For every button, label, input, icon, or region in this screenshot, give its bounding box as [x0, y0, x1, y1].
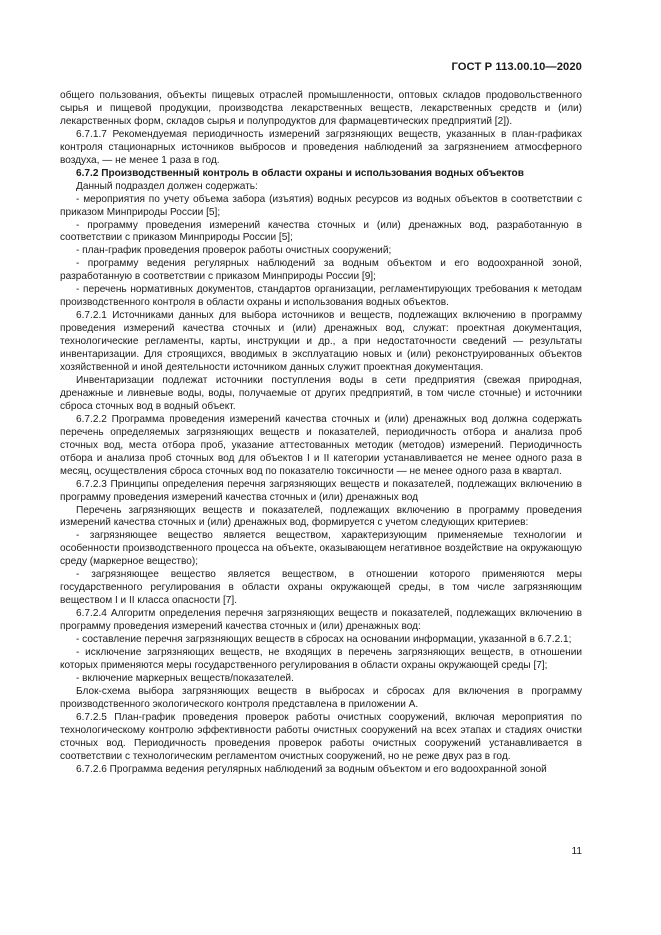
- section-heading: 6.7.2 Производственный контроль в области охраны и использования водных объектов: [76, 167, 524, 179]
- document-id-header: ГОСТ Р 113.00.10—2020: [451, 61, 582, 73]
- paragraph: Перечень загрязняющих веществ и показателей, подлежащих включению в программу проведения измерений качества сточных и (или) дренажных вод, формируется с учетом следующих критериев:: [60, 504, 582, 529]
- list-item: - составление перечня загрязняющих веществ в сбросах на основании информации, указанной в 6.7.2.1;: [76, 634, 572, 646]
- list-item: - перечень нормативных документов, стандартов организации, регламентирующих требования к методам производственного контроля в области охраны и использования водных объектов.: [60, 284, 582, 309]
- paragraph: 6.7.2.2 Программа проведения измерений качества сточных и (или) дренажных вод должна содержать перечень определяемых загрязняющих веществ и показателей, периодичность отбора и анализа проб сточных вод, места отбора проб, указание аттестованных методик (методов) измерений. Периодичность отбора и анализа проб сточных вод для объектов I и II категории устанавливается не менее одного раза в месяц, осуществления сброса сточных вод по показателю токсичности — не менее одного раза в квартал.: [60, 413, 582, 477]
- list-item: - программу ведения регулярных наблюдений за водным объектом и его водоохранной зоной, разработанную в соответствии с приказом Минприроды России [9];: [60, 258, 582, 283]
- paragraph: 6.7.2.3 Принципы определения перечня загрязняющих веществ и показателей, подлежащих включению в программу проведения измерений качества сточных и (или) дренажных вод: [60, 478, 582, 503]
- paragraph: 6.7.2.4 Алгоритм определения перечня загрязняющих веществ и показателей, подлежащих включению в программу проведения измерений качества сточных и (или) дренажных вод:: [60, 608, 582, 633]
- list-item: - план-график проведения проверок работы очистных сооружений;: [76, 245, 392, 257]
- page-number: 11: [571, 846, 582, 857]
- paragraph: общего пользования, объекты пищевых отраслей промышленности, оптовых складов продовольственного сырья и пищевой продукции, производства лекарственных веществ, лекарственных средств и (или) лекарственных форм, складов сырья и полупродуктов для фармацевтических предприятий [2]).: [60, 90, 582, 127]
- paragraph: 6.7.2.6 Программа ведения регулярных наблюдений за водным объектом и его водоохранной зоной: [76, 763, 547, 775]
- paragraph: 6.7.2.5 План-график проведения проверок работы очистных сооружений, включая мероприятия по технологическому контролю эффективности работы очистных сооружений на всех этапах и стадиях очистки сточных вод. Периодичность проведения проверок работы очистных сооружений устанавливается в соответствии с технологическим регламентом очистных сооружений, но не реже двух раз в год.: [60, 711, 582, 762]
- paragraph: Данный подраздел должен содержать:: [76, 180, 258, 192]
- list-item: - мероприятия по учету объема забора (изъятия) водных ресурсов из водных объектов в соответствии с приказом Минприроды России [5];: [60, 193, 582, 218]
- list-item: - загрязняющее вещество является веществом, характеризующим применяемые технологии и особенности производственного процесса на объекте, оказывающем негативное воздействие на окружающую среду (маркерное вещество);: [60, 530, 582, 568]
- paragraph: 6.7.2.1 Источниками данных для выбора источников и веществ, подлежащих включению в программу проведения измерений качества сточных и (или) дренажных вод, служат: проектная документация, технологические регламенты, карты, инструкции и др., а при недостаточности сведений — результаты инвентаризации. Для строящихся, вводимых в эксплуатацию новых и (или) реконструированных объектов хозяйственной и иной деятельности источником данных служит проектная документация.: [60, 310, 582, 374]
- list-item: - исключение загрязняющих веществ, не входящих в перечень загрязняющих веществ, в отношении которых применяются меры государственного регулирования в области охраны окружающей среды [7];: [60, 646, 582, 671]
- list-item: - загрязняющее вещество является веществом, в отношении которого применяются меры государственного регулирования в области охраны окружающей среды, в том числе загрязняющим веществом I и II класса опасности [7].: [60, 569, 582, 607]
- paragraph: Блок-схема выбора загрязняющих веществ в выбросах и сбросах для включения в программу производственного экологического контроля представлена в приложении А.: [60, 685, 582, 710]
- paragraph: 6.7.1.7 Рекомендуемая периодичность измерений загрязняющих веществ, указанных в план-графиках контроля стационарных источников выбросов и проведения наблюдений за загрязнением атмосферного воздуха, — не менее 1 раза в год.: [60, 128, 582, 166]
- document-body: [60, 90, 582, 777]
- paragraph: Инвентаризации подлежат источники поступления воды в сети предприятия (свежая природная, дренажные и ливневые воды, воды, получаемые от других предприятий, в том числе сточные) и источники сброса сточных вод в водный объект.: [60, 374, 582, 412]
- list-item: - включение маркерных веществ/показателей.: [76, 672, 294, 684]
- list-item: - программу проведения измерений качества сточных и (или) дренажных вод, разработанную в соответствии с приказом Минприроды России [5];: [60, 219, 582, 244]
